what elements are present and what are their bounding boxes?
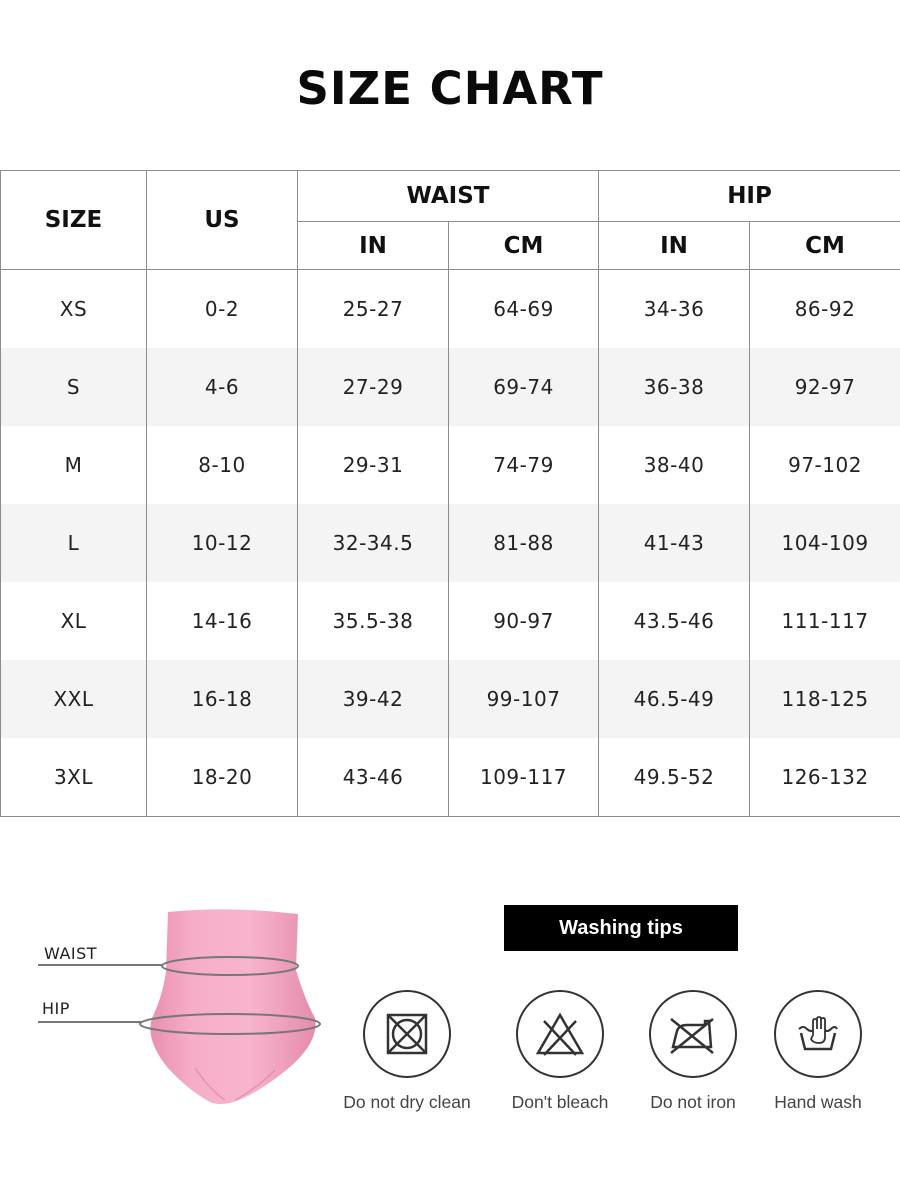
cell-hip-in: 46.5-49 <box>599 660 750 738</box>
cell-waist-cm: 74-79 <box>449 426 599 504</box>
cell-us: 0-2 <box>147 270 298 349</box>
cell-waist-cm: 69-74 <box>449 348 599 426</box>
cell-hip-in: 43.5-46 <box>599 582 750 660</box>
cell-us: 14-16 <box>147 582 298 660</box>
waist-label: WAIST <box>44 944 98 963</box>
cell-waist-in: 25-27 <box>298 270 449 349</box>
hand-wash-icon <box>774 990 862 1078</box>
cell-hip-in: 36-38 <box>599 348 750 426</box>
cell-waist-in: 39-42 <box>298 660 449 738</box>
cell-waist-in: 29-31 <box>298 426 449 504</box>
cell-waist-cm: 64-69 <box>449 270 599 349</box>
cell-size: XL <box>1 582 147 660</box>
care-label: Do not iron <box>650 1092 736 1112</box>
page-title: SIZE CHART <box>296 62 604 115</box>
care-label: Do not dry clean <box>343 1092 471 1112</box>
cell-hip-in: 49.5-52 <box>599 738 750 817</box>
header-us: US <box>147 171 298 270</box>
cell-us: 18-20 <box>147 738 298 817</box>
header-hip-in: IN <box>599 222 750 270</box>
cell-waist-in: 27-29 <box>298 348 449 426</box>
cell-us: 4-6 <box>147 348 298 426</box>
table-row <box>1 504 900 582</box>
garment-illustration <box>30 900 340 1120</box>
care-label: Hand wash <box>774 1092 862 1112</box>
cell-us: 10-12 <box>147 504 298 582</box>
table-row <box>1 582 900 660</box>
cell-waist-in: 43-46 <box>298 738 449 817</box>
cell-hip-cm: 97-102 <box>750 426 900 504</box>
cell-size: M <box>1 426 147 504</box>
no-iron-icon <box>649 990 737 1078</box>
cell-size: S <box>1 348 147 426</box>
hip-label: HIP <box>42 999 70 1018</box>
header-hip-cm: CM <box>750 222 900 270</box>
cell-size: L <box>1 504 147 582</box>
no-bleach-icon <box>516 990 604 1078</box>
cell-waist-cm: 99-107 <box>449 660 599 738</box>
cell-hip-cm: 104-109 <box>750 504 900 582</box>
care-item-hand-wash <box>738 990 898 1113</box>
care-item-no-dry-clean <box>327 990 487 1113</box>
cell-hip-in: 38-40 <box>599 426 750 504</box>
cell-size: 3XL <box>1 738 147 817</box>
header-size: SIZE <box>1 171 147 270</box>
cell-waist-in: 32-34.5 <box>298 504 449 582</box>
cell-hip-in: 34-36 <box>599 270 750 349</box>
washing-tips-title: Washing tips <box>504 905 738 951</box>
cell-waist-cm: 109-117 <box>449 738 599 817</box>
header-waist-cm: CM <box>449 222 599 270</box>
header-hip: HIP <box>599 171 900 222</box>
size-chart-table <box>0 170 900 817</box>
cell-waist-cm: 90-97 <box>449 582 599 660</box>
cell-waist-in: 35.5-38 <box>298 582 449 660</box>
no-dry-clean-icon <box>363 990 451 1078</box>
cell-hip-cm: 92-97 <box>750 348 900 426</box>
care-label: Don't bleach <box>511 1092 609 1112</box>
table-row <box>1 738 900 817</box>
cell-us: 16-18 <box>147 660 298 738</box>
table-row <box>1 426 900 504</box>
table-row <box>1 270 900 349</box>
cell-hip-cm: 118-125 <box>750 660 900 738</box>
header-waist: WAIST <box>298 171 599 222</box>
header-waist-in: IN <box>298 222 449 270</box>
cell-hip-cm: 86-92 <box>750 270 900 349</box>
table-row <box>1 660 900 738</box>
cell-size: XXL <box>1 660 147 738</box>
cell-hip-cm: 111-117 <box>750 582 900 660</box>
table-row <box>1 348 900 426</box>
cell-size: XS <box>1 270 147 349</box>
cell-hip-in: 41-43 <box>599 504 750 582</box>
garment-shape <box>150 909 315 1104</box>
cell-us: 8-10 <box>147 426 298 504</box>
cell-hip-cm: 126-132 <box>750 738 900 817</box>
cell-waist-cm: 81-88 <box>449 504 599 582</box>
